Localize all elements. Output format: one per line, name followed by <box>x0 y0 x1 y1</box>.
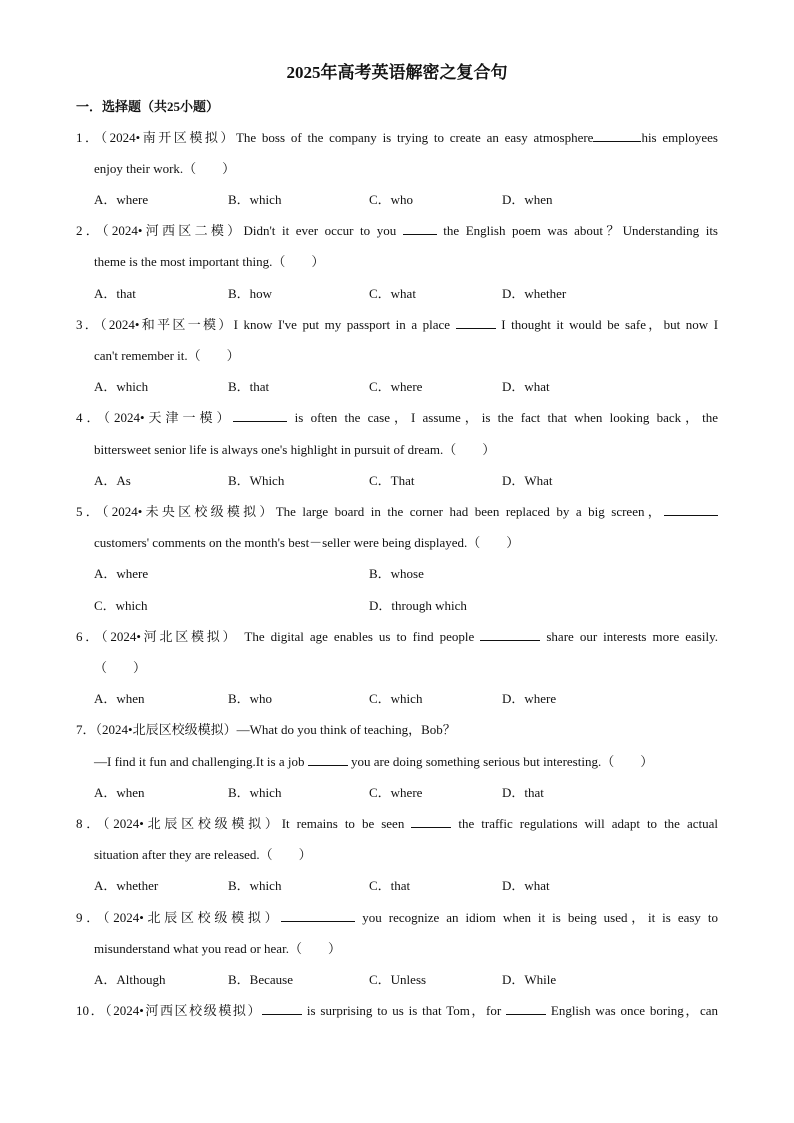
option-b[interactable]: B．which <box>228 878 282 893</box>
question-3: 3．（2024•和平区一模）I know I've put my passport in a place I thought it would be safe，but now I <box>76 317 718 332</box>
option-a[interactable]: A．when <box>94 785 145 800</box>
question-4-cont: bittersweet senior life is always one's highlight in pursuit of dream.（ ） <box>94 442 496 457</box>
question-4-options <box>94 471 718 491</box>
question-6-cont: （ ） <box>94 660 147 675</box>
answer-blank <box>411 815 451 828</box>
question-5-options-row2 <box>94 596 718 616</box>
question-8-cont: situation after they are released.（ ） <box>94 847 312 862</box>
question-1-options <box>94 190 718 210</box>
answer-blank <box>403 222 437 235</box>
question-9-cont: misunderstand what you read or hear.（ ） <box>94 941 341 956</box>
option-c[interactable]: C．where <box>369 785 423 800</box>
answer-blank <box>506 1002 546 1015</box>
option-b[interactable]: B．how <box>228 286 273 301</box>
question-2-cont: theme is the most important thing.（ ） <box>94 254 325 269</box>
option-c[interactable]: C．that <box>369 878 411 893</box>
option-a[interactable]: A．where <box>94 192 149 207</box>
option-c[interactable]: C．That <box>369 473 415 488</box>
page-title: 2025年高考英语解密之复合句 <box>286 63 508 82</box>
option-a[interactable]: A．that <box>94 286 136 301</box>
option-b[interactable]: B．who <box>228 691 273 706</box>
answer-blank <box>480 628 540 641</box>
section-heading: 一．选择题（共25小题） <box>76 99 220 114</box>
option-d[interactable]: D．What <box>502 473 553 488</box>
option-b[interactable]: B．Because <box>228 972 293 987</box>
option-d[interactable]: D．whether <box>502 286 567 301</box>
option-c[interactable]: C．where <box>369 379 423 394</box>
option-b[interactable]: B．which <box>228 192 282 207</box>
question-6-options <box>94 689 718 709</box>
answer-blank <box>262 1002 302 1015</box>
question-1: 1．（2024•南开区模拟）The boss of the company is trying to create an easy atmosphere his employees <box>76 130 718 145</box>
question-2-options <box>94 284 718 304</box>
option-d[interactable]: D．through which <box>369 598 467 613</box>
option-b[interactable]: B．that <box>228 379 270 394</box>
option-a[interactable]: A．which <box>94 379 149 394</box>
option-a[interactable]: A．where <box>94 566 149 581</box>
question-7-cont: —I find it fun and challenging.It is a job you are doing something serious but interesting.（ ） <box>94 754 654 769</box>
question-6: 6．（2024•河北区模拟） The digital age enables us to find people share our interests more easily. <box>76 629 718 644</box>
question-2: 2．（2024•河西区二模）Didn't it ever occur to you the English poem was about？Understanding its <box>76 223 718 238</box>
option-c[interactable]: C．which <box>369 691 423 706</box>
option-d[interactable]: D．While <box>502 972 557 987</box>
question-1-cont: enjoy their work.（ ） <box>94 161 236 176</box>
answer-blank <box>593 129 641 142</box>
option-b[interactable]: B．whose <box>369 566 424 581</box>
question-3-cont: can't remember it.（ ） <box>94 348 240 363</box>
option-b[interactable]: B．Which <box>228 473 285 488</box>
question-5: 5．（2024•未央区校级模拟）The large board in the corner had been replaced by a big screen， <box>76 502 718 522</box>
option-d[interactable]: D．what <box>502 379 550 394</box>
option-c[interactable]: C．who <box>369 192 414 207</box>
question-9: 9．（2024•北辰区校级模拟） you recognize an idiom when it is being used，it is easy to <box>76 910 718 925</box>
answer-blank <box>456 316 496 329</box>
option-a[interactable]: A．Although <box>94 972 166 987</box>
question-9-options <box>94 970 718 990</box>
option-d[interactable]: D．that <box>502 785 544 800</box>
question-5-cont: customers' comments on the month's best－seller were being displayed.（ ） <box>94 535 520 550</box>
question-3-options <box>94 377 718 397</box>
question-10: 10．（2024•河西区校级模拟） is surprising to us is that Tom，for English was once boring，can <box>76 1003 718 1018</box>
option-a[interactable]: A．when <box>94 691 145 706</box>
question-7: 7．（2024•北辰区校级模拟）—What do you think of teaching，Bob？ <box>76 722 456 737</box>
answer-blank <box>233 409 287 422</box>
question-4: 4．（2024•天津一模） is often the case，I assume，is the fact that when looking back，the <box>76 410 718 425</box>
option-d[interactable]: D．where <box>502 691 557 706</box>
option-a[interactable]: A．whether <box>94 878 159 893</box>
answer-blank <box>664 503 718 516</box>
question-5-options-row1 <box>94 564 718 584</box>
question-7-options <box>94 783 718 803</box>
answer-blank <box>308 753 348 766</box>
option-c[interactable]: C．what <box>369 286 416 301</box>
option-d[interactable]: D．what <box>502 878 550 893</box>
option-c[interactable]: C．Unless <box>369 972 427 987</box>
option-c[interactable]: C．which <box>94 598 148 613</box>
question-8: 8．（2024•北辰区校级模拟）It remains to be seen the traffic regulations will adapt to the actual <box>76 816 718 831</box>
option-b[interactable]: B．which <box>228 785 282 800</box>
option-a[interactable]: A．As <box>94 473 131 488</box>
answer-blank <box>281 909 355 922</box>
option-d[interactable]: D．when <box>502 192 553 207</box>
question-8-options <box>94 876 718 896</box>
